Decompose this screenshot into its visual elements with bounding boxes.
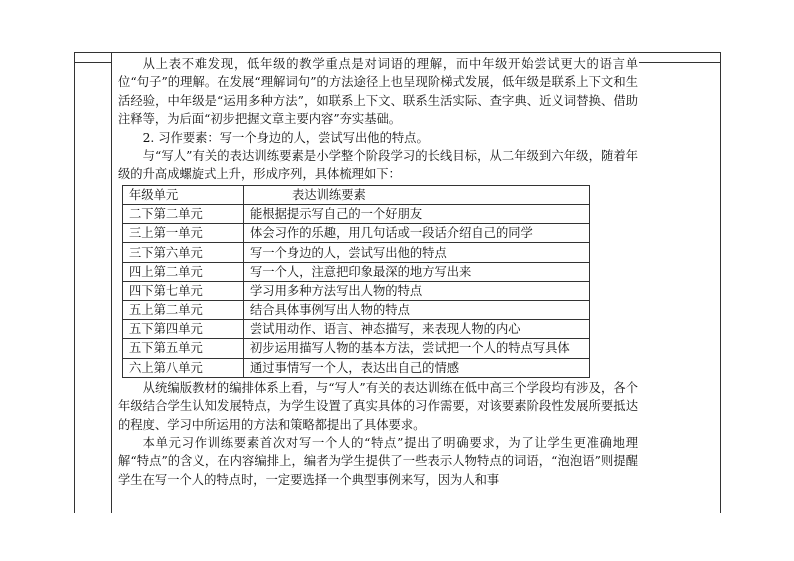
left-column-divider — [111, 53, 112, 513]
table-row — [123, 281, 590, 300]
table-header-row — [123, 185, 590, 204]
table-row — [123, 300, 590, 319]
right-cell-rule — [639, 62, 721, 63]
table-row — [123, 339, 590, 358]
table-row — [123, 205, 590, 224]
cell-training-element: 学习用多种方法写出人物的特点 — [244, 281, 590, 300]
cell-grade-unit: 二下第二单元 — [123, 205, 244, 224]
training-elements-table — [122, 185, 590, 378]
cell-training-element: 体会习作的乐趣，用几句话或一段话介绍自己的同学 — [244, 224, 590, 243]
left-cell-rule — [74, 62, 111, 63]
paragraph-unit-requirement: 本单元习作训练要素首次对写一个人的“特点”提出了明确要求，为了让学生更准确地理解“特点”的含义，在内容编排上，编者为学生提供了一些表示人物特点的词语，“泡泡语”则提醒学生在写一个人的特点时，一定要选择一个典型事例来写，因为人和事 — [118, 435, 638, 487]
cell-grade-unit: 五上第二单元 — [123, 300, 244, 319]
cell-grade-unit: 五下第四单元 — [123, 320, 244, 339]
cell-training-element: 通过事情写一个人，表达出自己的情感 — [244, 358, 590, 377]
table-row — [123, 243, 590, 262]
table-row — [123, 358, 590, 377]
cell-grade-unit: 五下第五单元 — [123, 339, 244, 358]
cell-grade-unit: 四下第七单元 — [123, 281, 244, 300]
cell-grade-unit: 三上第一单元 — [123, 224, 244, 243]
cell-grade-unit: 三下第六单元 — [123, 243, 244, 262]
header-grade-unit: 年级单元 — [123, 185, 244, 204]
cell-grade-unit: 六上第八单元 — [123, 358, 244, 377]
cell-grade-unit: 四上第二单元 — [123, 262, 244, 281]
paragraph-intro-table: 与“写人”有关的表达训练要素是小学整个阶段学习的长线目标，从二年级到六年级，随着年级的升高成螺旋式上升，形成序列，具体梳理如下： — [118, 149, 638, 182]
table-row — [123, 320, 590, 339]
paragraph-textbook-system: 从统编版教材的编排体系上看，与“写人”有关的表达训练在低中高三个学段均有涉及，各个年级结合学生认知发展特点，为学生设置了真实具体的习作需要，对该要素阶段性发展所要抵达的程度、学习中所运用的方法和策略都提出了具体要求。 — [118, 380, 638, 432]
cell-training-element: 写一个人，注意把印象最深的地方写出来 — [244, 262, 590, 281]
paragraph-summary: 从上表不难发现，低年级的教学重点是对词语的理解，而中年级开始尝试更大的语言单位“句子”的理解。在发展“理解词句”的方法途径上也呈现阶梯式发展，低年级是联系上下文和生活经验，中年级是“运用多种方法”，如联系上下文、联系生活实际、查字典、近义词替换、借助注释等，为后面“初步把握文章主要内容”夯实基础。 — [118, 57, 638, 127]
cell-training-element: 尝试用动作、语言、神态描写，来表现人物的内心 — [244, 320, 590, 339]
paragraph-writing-element: 2. 习作要素：写一个身边的人，尝试写出他的特点。 — [142, 130, 429, 145]
cell-training-element: 结合具体事例写出人物的特点 — [244, 300, 590, 319]
cell-training-element: 初步运用描写人物的基本方法，尝试把一个人的特点写具体 — [244, 339, 590, 358]
table-row — [123, 224, 590, 243]
header-training-element: 表达训练要素 — [244, 185, 590, 204]
document-body — [118, 55, 638, 489]
cell-training-element: 能根据提示写自己的一个好朋友 — [244, 205, 590, 224]
table-row — [123, 262, 590, 281]
cell-training-element: 写一个身边的人，尝试写出他的特点 — [244, 243, 590, 262]
